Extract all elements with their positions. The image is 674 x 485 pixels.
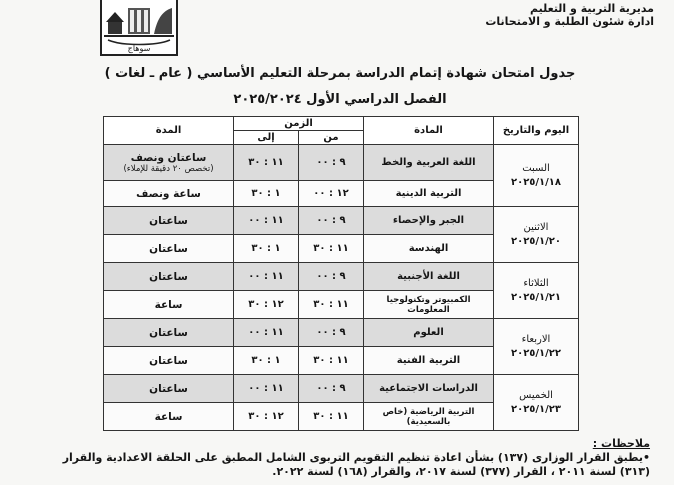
- duration-cell: [104, 145, 234, 181]
- subject-cell: الكمبيوتر وتكنولوجيا المعلومات: [364, 291, 494, 319]
- page-subtitle: الفصل الدراسي الأول ٢٠٢٥/٢٠٢٤: [233, 92, 447, 107]
- header-time: الزمن: [234, 117, 364, 131]
- duration-cell: [104, 375, 234, 403]
- time-to-cell: ١١ : ٠٠: [234, 375, 299, 403]
- time-from-cell: ١١ : ٣٠: [299, 403, 364, 431]
- time-from-cell: ١١ : ٣٠: [299, 291, 364, 319]
- duration-cell: [104, 263, 234, 291]
- time-from-cell: ١٢ : ٠٠: [299, 181, 364, 207]
- header-from: من: [299, 131, 364, 145]
- time-to-cell: ١١ : ٠٠: [234, 263, 299, 291]
- notes-line-1: •يطبق القرار الوزارى (١٣٧) بشأن اعادة تنظيم التقويم التربوى الشامل المطبق على الحلقة الاعدادية والقرار: [62, 451, 650, 464]
- time-from-cell: ٩ : ٠٠: [299, 145, 364, 181]
- table-row: [104, 263, 579, 291]
- subject-cell: التربية الرياضية (خاص بالسعيدية): [364, 403, 494, 431]
- time-to-cell: ١ : ٣٠: [234, 181, 299, 207]
- day-name: الاثنين: [523, 221, 549, 233]
- table-row: [104, 375, 579, 403]
- duration-text: ساعتان: [149, 382, 188, 395]
- duration-text: ساعتان: [149, 354, 188, 367]
- time-from-cell: ١١ : ٣٠: [299, 235, 364, 263]
- header-to: إلى: [234, 131, 299, 145]
- time-from-cell: ٩ : ٠٠: [299, 375, 364, 403]
- day-date: ٢٠٢٥/١/٢٣: [510, 403, 562, 415]
- header-line-department: ادارة شئون الطلبة و الامتحانات: [485, 15, 654, 28]
- day-cell: [494, 145, 579, 207]
- time-to-cell: ١١ : ٠٠: [234, 319, 299, 347]
- duration-text: ساعة ونصف: [136, 187, 201, 200]
- duration-text: ساعتان: [149, 242, 188, 255]
- table-row: [104, 207, 579, 235]
- duration-text: ساعتان: [149, 326, 188, 339]
- duration-text: ساعتان ونصف: [130, 151, 207, 164]
- table-row: [104, 319, 579, 347]
- day-name: الاربعاء: [521, 333, 551, 345]
- day-date: ٢٠٢٥/١/٢١: [510, 291, 562, 303]
- time-from-cell: ٩ : ٠٠: [299, 263, 364, 291]
- day-cell: [494, 319, 579, 375]
- duration-text: ساعة: [154, 410, 183, 423]
- header-day: اليوم والتاريخ: [494, 117, 579, 145]
- directorate-logo: [100, 0, 178, 56]
- day-cell: [494, 207, 579, 263]
- time-to-cell: ١٢ : ٣٠: [234, 403, 299, 431]
- day-name: الثلاثاء: [523, 277, 549, 289]
- day-date: ٢٠٢٥/١/١٨: [510, 176, 562, 188]
- subject-cell: اللغة العربية والخط: [364, 145, 494, 181]
- notes-section: [10, 437, 650, 479]
- duration-cell: [104, 207, 234, 235]
- day-name: الخميس: [519, 389, 553, 401]
- header-duration: المدة: [104, 117, 234, 145]
- time-from-cell: ٩ : ٠٠: [299, 207, 364, 235]
- notes-line-2: (٣١٣) لسنة ٢٠١١ ، القرار (٣٧٧) لسنة ٢٠١٧، والقرار (١٦٨) لسنة ٢٠٢٢.: [272, 465, 650, 478]
- time-to-cell: ١ : ٣٠: [234, 235, 299, 263]
- subject-cell: الجبر والإحصاء: [364, 207, 494, 235]
- time-from-cell: ١١ : ٣٠: [299, 347, 364, 375]
- duration-note: (تخصص ٢٠ دقيقة للإملاء): [123, 163, 214, 174]
- subject-cell: التربية الفنية: [364, 347, 494, 375]
- duration-cell: [104, 403, 234, 431]
- header-line-directorate: مديرية التربية و التعليم: [530, 2, 654, 15]
- duration-cell: [104, 181, 234, 207]
- subject-cell: الدراسات الاجتماعية: [364, 375, 494, 403]
- subject-cell: الهندسة: [364, 235, 494, 263]
- subject-cell: التربية الدينية: [364, 181, 494, 207]
- time-from-cell: ٩ : ٠٠: [299, 319, 364, 347]
- time-to-cell: ١٢ : ٣٠: [234, 291, 299, 319]
- duration-text: ساعتان: [149, 214, 188, 227]
- duration-cell: [104, 319, 234, 347]
- time-to-cell: ١ : ٣٠: [234, 347, 299, 375]
- header-subject: المادة: [364, 117, 494, 145]
- day-date: ٢٠٢٥/١/٢٠: [510, 235, 562, 247]
- duration-cell: [104, 291, 234, 319]
- day-cell: [494, 263, 579, 319]
- duration-text: ساعتان: [149, 270, 188, 283]
- duration-text: ساعة: [154, 298, 183, 311]
- time-to-cell: ١١ : ٠٠: [234, 207, 299, 235]
- logo-caption: سوهاج: [127, 44, 151, 53]
- schedule-body: [104, 145, 579, 431]
- day-date: ٢٠٢٥/١/٢٢: [510, 347, 562, 359]
- page-title: جدول امتحان شهادة إتمام الدراسة بمرحلة التعليم الأساسي ( عام ـ لغات ): [104, 66, 576, 81]
- notes-heading: ملاحظات :: [592, 437, 650, 450]
- time-to-cell: ١١ : ٣٠: [234, 145, 299, 181]
- subject-cell: اللغة الأجنبية: [364, 263, 494, 291]
- duration-cell: [104, 235, 234, 263]
- day-cell: [494, 375, 579, 431]
- subject-cell: العلوم: [364, 319, 494, 347]
- header-authority: [485, 2, 654, 28]
- exam-schedule-table: [103, 116, 579, 431]
- duration-cell: [104, 347, 234, 375]
- day-name: السبت: [522, 162, 550, 174]
- table-row: [104, 145, 579, 181]
